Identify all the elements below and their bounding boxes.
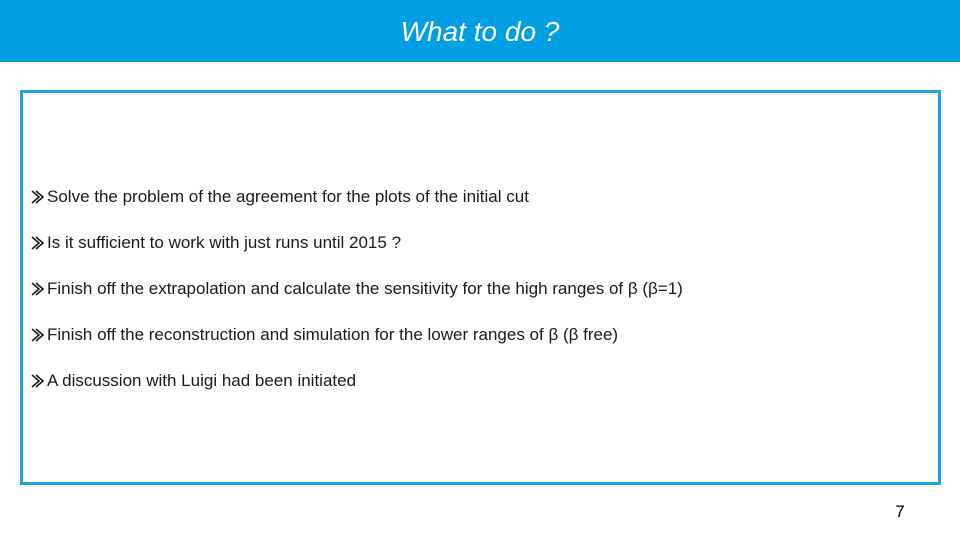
bullet-item [31,276,683,322]
bullet-text: Finish off the reconstruction and simulation for the lower ranges of β (β free) [47,325,619,344]
bullet-item [31,322,683,368]
bullet-text: Solve the problem of the agreement for the plots of the initial cut [47,187,529,206]
bullet-list [31,184,683,414]
bullet-item [31,230,683,276]
bullet-text: Is it sufficient to work with just runs until 2015 ? [47,233,402,252]
header-bar [0,0,960,62]
bullet-item [31,184,683,230]
slide-title: What to do ? [400,16,560,47]
content-box [20,90,941,485]
arrow-bullet-icon [31,230,45,256]
arrow-bullet-icon [31,322,45,348]
arrow-bullet-icon [31,184,45,210]
bullet-item [31,368,683,414]
arrow-bullet-icon [31,276,45,302]
page-number: 7 [895,502,905,521]
bullet-text: A discussion with Luigi had been initiated [47,371,357,390]
bullet-text: Finish off the extrapolation and calculate the sensitivity for the high ranges of β (β=1) [47,279,683,298]
arrow-bullet-icon [31,368,45,394]
